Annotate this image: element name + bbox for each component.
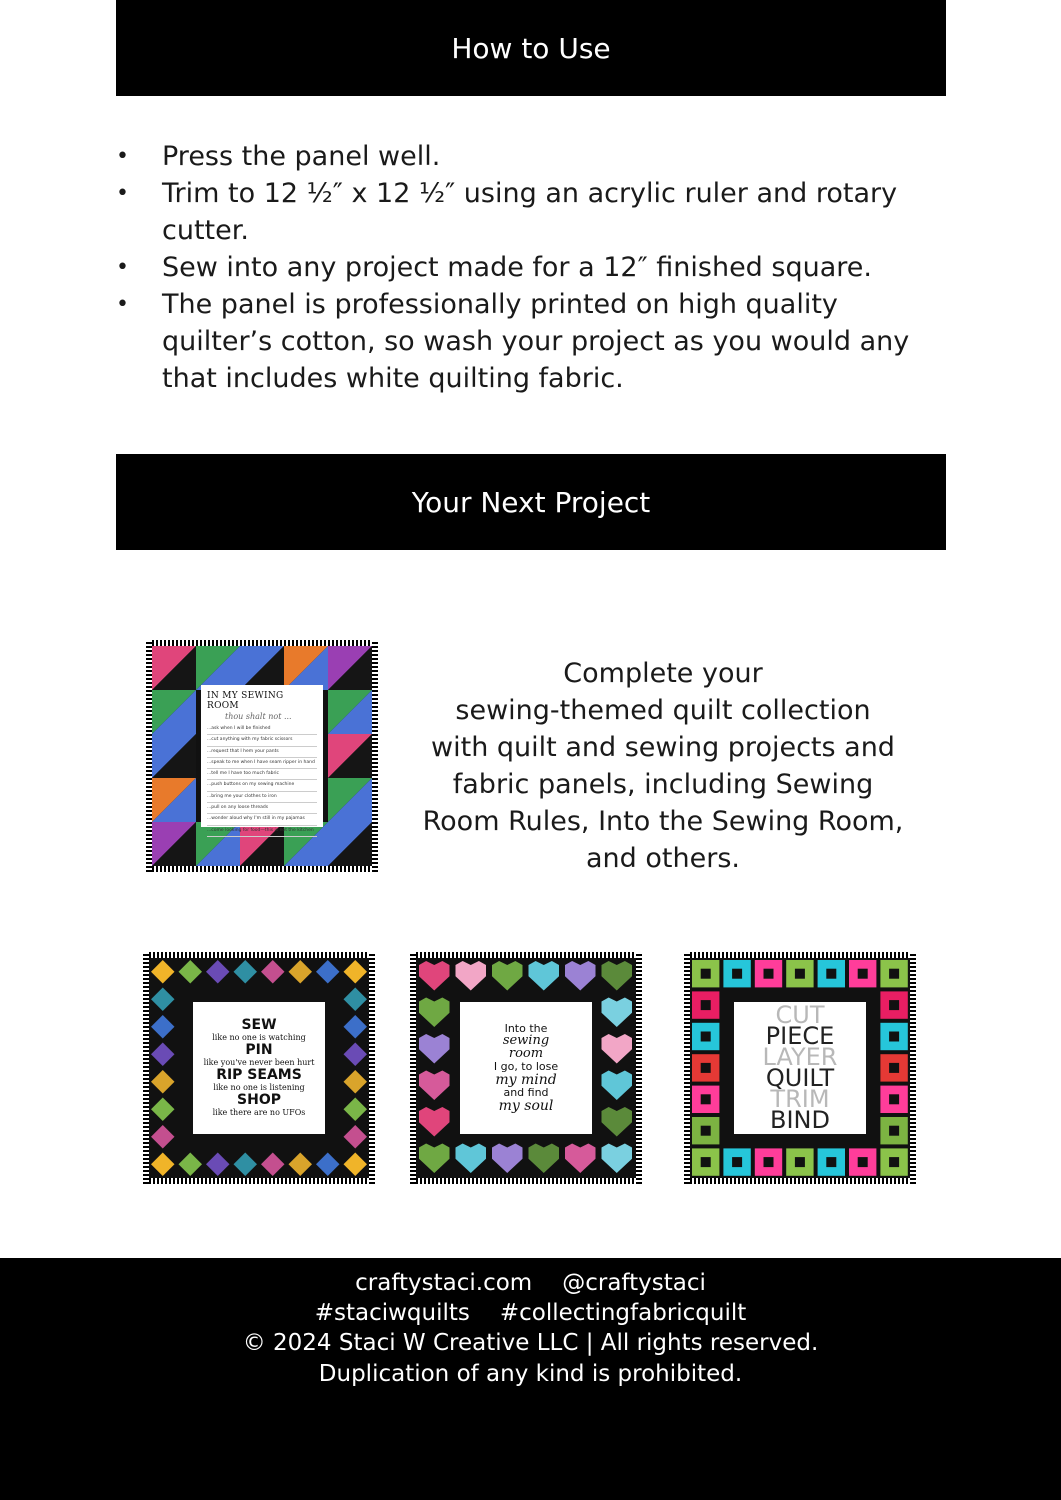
footer-line-hashtags [0, 1300, 1061, 1326]
quilt-tile-center [826, 969, 836, 979]
quilt-panel-into-sewing-room [410, 952, 642, 1184]
rule-item: ...wonder aloud why I'm still in my pajamas [207, 814, 317, 825]
hashtag-link[interactable]: #staciwquilts [314, 1300, 470, 1326]
rules-list [207, 724, 317, 837]
into-room-card: Into the sewing room I go, to lose my mind and find my soul [460, 1002, 592, 1134]
quilt-tile-center [732, 969, 742, 979]
section-title: Your Next Project [411, 485, 651, 519]
website-link[interactable]: craftystaci.com [355, 1270, 533, 1296]
rules-subtitle: thou shalt not ... [225, 712, 292, 721]
hashtag-link[interactable]: #collectingfabricquilt [499, 1300, 747, 1326]
quilt-tile-center [701, 1157, 711, 1167]
quilt-tile-center [764, 969, 774, 979]
rule-item: ...request that I hem your pants [207, 747, 317, 758]
cut-word: LAYER [762, 1043, 838, 1071]
rule-item: ...speak to me when I have seam ripper in hand [207, 758, 317, 769]
cut-word: TRIM [770, 1085, 830, 1113]
cut-word: PIECE [765, 1022, 835, 1050]
quilt-tile-center [889, 1063, 899, 1073]
rule-item: ...pull on any loose threads [207, 803, 317, 814]
promo-line: sewing-themed quilt collection [455, 695, 871, 726]
list-item: • Sew into any project made for a 12″ finished square. [116, 249, 956, 286]
quilt-tile-center [701, 1000, 711, 1010]
copyright: © 2024 Staci W Creative LLC | All rights reserved. [242, 1330, 819, 1356]
instruction-list [116, 138, 956, 397]
duplication-notice: Duplication of any kind is prohibited. [318, 1361, 743, 1387]
promo-line: fabric panels, including Sewing [452, 769, 874, 800]
promo-line: and others. [586, 843, 740, 874]
quilt-tile-center [795, 1157, 805, 1167]
quilt-tile-center [889, 1000, 899, 1010]
quilt-tile-center [701, 1063, 711, 1073]
promo-text [410, 655, 916, 877]
rule-item: ...come looking for food—this is not the kitchen [207, 826, 317, 837]
footer [0, 1258, 1061, 1500]
rule-item: ...ask when I will be finished [207, 724, 317, 735]
cut-card [734, 1002, 866, 1134]
quilt-panel-cut-piece [684, 952, 916, 1184]
quilt-tile-center [732, 1157, 742, 1167]
cut-word: QUILT [765, 1064, 835, 1092]
quilt-tile-center [764, 1157, 774, 1167]
section-header-how-to-use [116, 0, 946, 96]
sew-card: SEW like no one is watching PIN like you've never been hurt RIP SEAMS like no one is listening SHOP like there are no UFOs [193, 1002, 325, 1134]
handle-link[interactable]: @craftystaci [562, 1270, 706, 1296]
rule-item: ...bring me your clothes to iron [207, 792, 317, 803]
cut-word: CUT [775, 1001, 825, 1029]
quilt-panel-sew-pin [143, 952, 375, 1184]
quilt-tile-center [795, 969, 805, 979]
cut-words [762, 1001, 838, 1134]
quilt-tile-center [858, 1157, 868, 1167]
rule-item: ...tell me I have too much fabric [207, 769, 317, 780]
quilt-tile-center [889, 1032, 899, 1042]
quilt-panel-sewing-room-rules [146, 640, 378, 872]
bullet-icon: • [116, 144, 129, 169]
section-header-next-project [116, 454, 946, 550]
quilt-tile-center [889, 1126, 899, 1136]
quilt-tile-center [701, 1126, 711, 1136]
section-title: How to Use [451, 31, 611, 65]
bullet-icon: • [116, 255, 129, 280]
quilt-tile-center [889, 1094, 899, 1104]
quilt-tile-center [701, 969, 711, 979]
quilt-tile-center [889, 969, 899, 979]
quilt-tile-center [701, 1032, 711, 1042]
quilt-tile-center [858, 969, 868, 979]
rule-item: ...push buttons on my sewing machine [207, 780, 317, 791]
list-item: • Press the panel well. [116, 138, 956, 175]
rules-title: IN MY SEWING ROOM [207, 691, 284, 711]
bullet-icon: • [116, 181, 129, 206]
quilt-tile-center [826, 1157, 836, 1167]
list-item: • The panel is professionally printed on high quality quilter’s cotton, so wash your project as you would any that includes white quilting fabric. [116, 286, 956, 397]
rules-card [201, 685, 323, 833]
cut-word: BIND [770, 1106, 830, 1134]
promo-line: Room Rules, Into the Sewing Room, [422, 806, 904, 837]
rule-item: ...cut anything with my fabric scissors [207, 735, 317, 746]
quilt-tile-center [701, 1094, 711, 1104]
quilt-tile-center [889, 1157, 899, 1167]
list-item: • Trim to 12 ½″ x 12 ½″ using an acrylic ruler and rotary cutter. [116, 175, 956, 249]
promo-line: Complete your [563, 658, 763, 689]
promo-line: with quilt and sewing projects and [431, 732, 895, 763]
bullet-icon: • [116, 292, 129, 317]
footer-line-social [0, 1270, 1061, 1296]
